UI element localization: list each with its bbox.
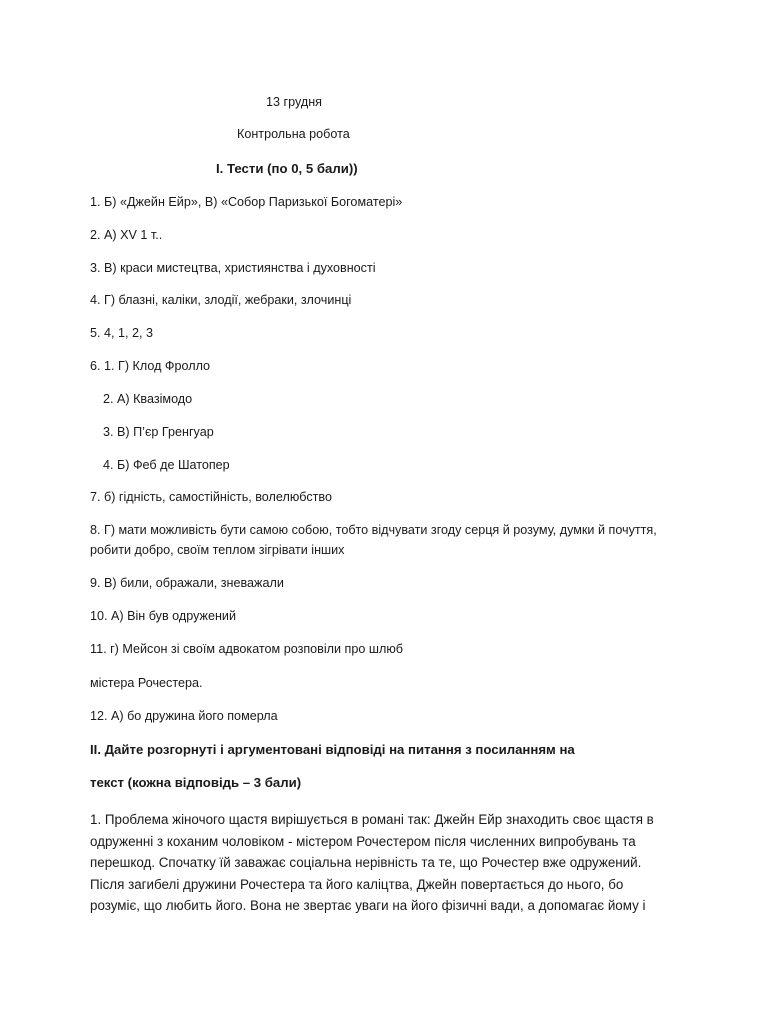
test-answer-6-1: 6. 1. Г) Клод Фролло [90,359,211,373]
test-answer-1: 1. Б) «Джейн Ейр», В) «Собор Паризької Богоматері» [90,195,403,209]
test-answer-8-line2: робити добро, своїм теплом зігрівати інших [90,543,345,557]
essay-answer-1-line: розуміє, що любить його. Вона не звертає уваги на його фізичні вади, а допомагає йому і [90,898,646,914]
document-title: Контрольна робота [237,127,350,141]
test-answer-2: 2. А) XV 1 т.. [90,228,163,242]
test-answer-8-line1: 8. Г) мати можливість бути самою собою, тобто відчувати згоду серця й розуму, думки й почуття, [90,523,657,537]
test-answer-5: 5. 4, 1, 2, 3 [90,326,154,340]
section2-heading-line2: текст (кожна відповідь – 3 бали) [90,775,302,790]
essay-answer-1-line: 1. Проблема жіночого щастя вирішується в романі так: Джейн Ейр знаходить своє щастя в [90,812,654,827]
section2-heading-line1: II. Дайте розгорнуті і аргументовані відповіді на питання з посиланням на [90,742,575,757]
test-answer-7: 7. б) гідність, самостійність, волелюбство [90,490,332,504]
test-answer-12: 12. А) бо дружина його померла [90,709,278,723]
test-answer-11-line2: містера Рочестера. [90,676,203,690]
essay-answer-1-line: одруженні з коханим чоловіком - містером Рочестером після численних випробувань та [90,833,636,849]
essay-answer-1 [90,809,680,917]
test-answer-6-3: 3. В) П’єр Гренгуар [103,425,214,439]
test-answer-4: 4. Г) блазні, каліки, злодії, жебраки, злочинці [90,293,352,307]
section1-heading: I. Тести (по 0, 5 бали)) [216,161,358,176]
document-date: 13 грудня [266,95,322,109]
test-answer-3: 3. В) краси мистецтва, християнства і духовності [90,261,376,275]
test-answer-6-4: 4. Б) Феб де Шатопер [103,458,230,472]
essay-answer-1-line: перешкод. Спочатку їй заважає соціальна нерівність та те, що Рочестер вже одружений. [90,855,642,871]
test-answer-9: 9. В) били, ображали, зневажали [90,576,284,590]
essay-answer-1-line: Після загибелі дружини Рочестера та його каліцтва, Джейн повертається до нього, бо [90,876,624,892]
test-answer-11-line1: 11. г) Мейсон зі своїм адвокатом розповіли про шлюб [90,642,403,656]
test-answer-10: 10. А) Він був одружений [90,609,237,623]
test-answer-6-2: 2. А) Квазімодо [103,392,193,406]
